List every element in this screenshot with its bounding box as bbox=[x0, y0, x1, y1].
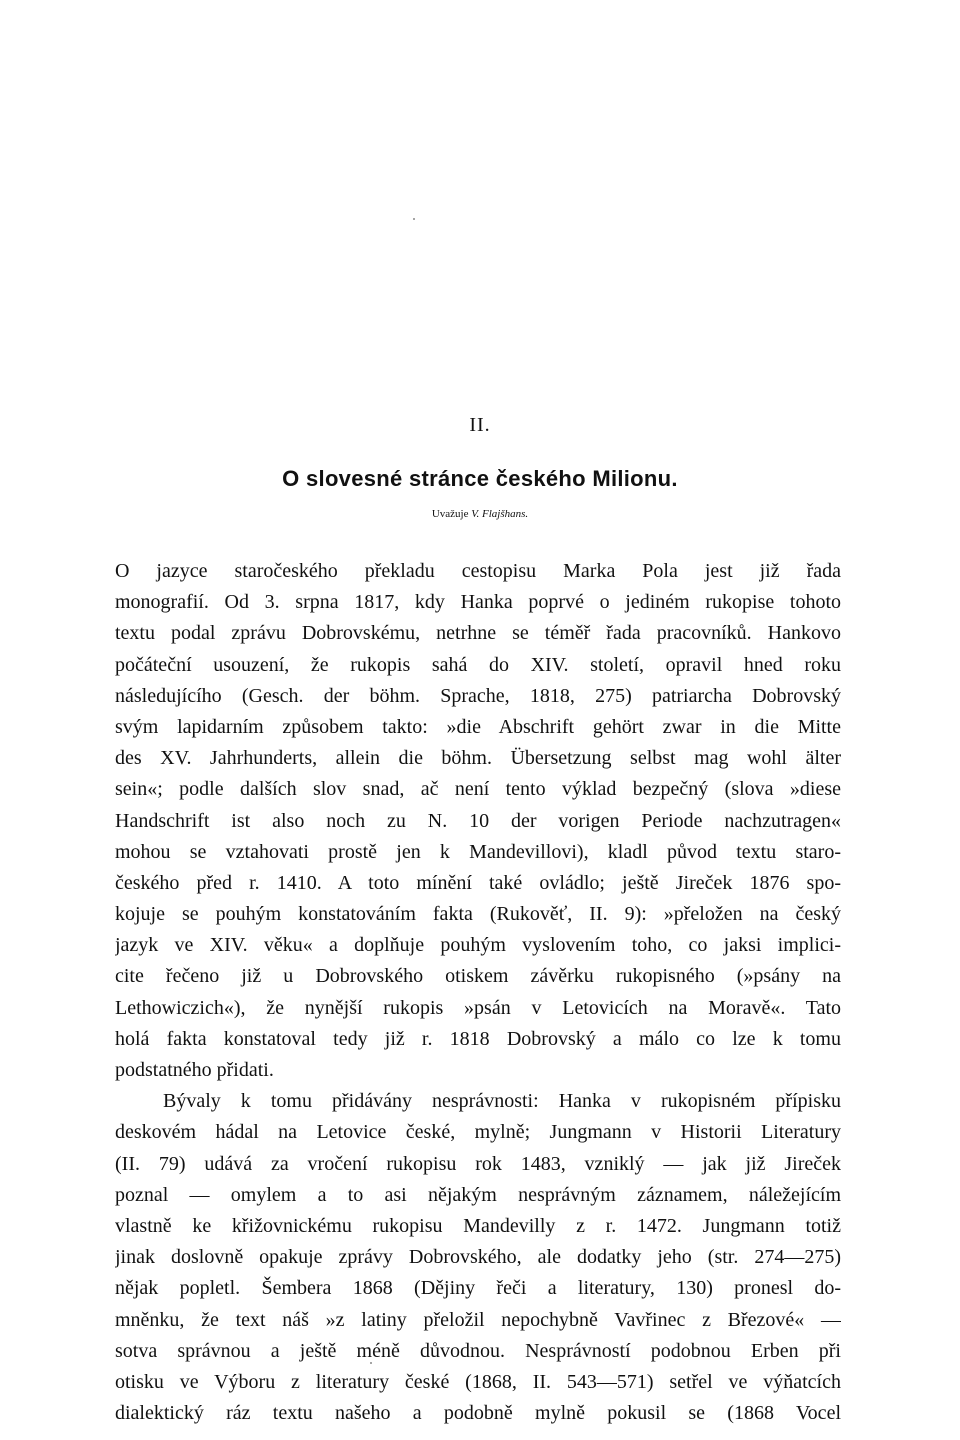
text-line: sein«; podle dalších slov snad, ač není tento výklad bezpečný (slova »diese bbox=[115, 778, 841, 801]
byline-author: V. Flajšhans. bbox=[471, 508, 529, 520]
chapter-number: II. bbox=[469, 414, 491, 436]
text-line: následujícího (Gesch. der böhm. Sprache, 1818, 275) patriarcha Dobrovský bbox=[115, 684, 841, 707]
text-line: deskovém hádal na Letovice české, mylně; Jungmann v Historii Literatury bbox=[115, 1121, 841, 1144]
text-line: poznal — omylem a to asi nějakým nesprávným záznamem, náležejícím bbox=[115, 1183, 841, 1206]
text-line: jazyk ve XIV. věku« a doplňuje pouhým vyslovením toho, co jaksi implici- bbox=[115, 934, 841, 957]
text-line: textu podal zprávu Dobrovskému, netrhne se téměř řada pracovníků. Hankovo bbox=[115, 622, 841, 645]
text-line: počáteční usouzení, že rukopis sahá do XIV. století, opravil hned roku bbox=[115, 653, 841, 676]
text-line: nějak popletl. Šembera 1868 (Dějiny řeči a literatury, 130) pronesl do- bbox=[115, 1277, 841, 1300]
text-line: dialektický ráz textu našeho a podobně mylně pokusil se (1868 Vocel bbox=[115, 1402, 841, 1425]
text-line: otisku ve Výboru z literatury české (1868, II. 543—571) setřel ve výňatcích bbox=[115, 1370, 841, 1393]
paragraph bbox=[115, 556, 841, 1086]
text-line: Handschrift ist also noch zu N. 10 der vorigen Periode nachzutragen« bbox=[115, 809, 841, 832]
text-line: holá fakta konstatoval tedy již r. 1818 Dobrovský a málo co lze k tomu bbox=[115, 1027, 841, 1050]
text-line: českého před r. 1410. A toto mínění také ovládlo; ještě Jireček 1876 spo- bbox=[115, 871, 841, 894]
text-line: vlastně ke křižovnickému rukopisu Mandevilly z r. 1472. Jungmann totiž bbox=[115, 1214, 841, 1237]
text-line: monografií. Od 3. srpna 1817, kdy Hanka poprvé o jediném rukopise tohoto bbox=[115, 591, 841, 614]
article-title: O slovesné stránce českého Milionu. bbox=[282, 466, 678, 491]
scan-speck bbox=[413, 218, 415, 220]
text-line: podstatného přidati. bbox=[115, 1059, 274, 1081]
byline bbox=[0, 508, 960, 520]
paragraph bbox=[115, 1086, 841, 1429]
text-line: mněnku, že text náš »z latiny přeložil nepochybně Vavřinec z Březové« — bbox=[115, 1308, 841, 1331]
scan-speck bbox=[370, 1362, 372, 1364]
text-line: sotva správnou a ještě méně důvodnou. Nesprávností podobnou Erben při bbox=[115, 1339, 841, 1362]
text-line: kojuje se pouhým konstatováním fakta (Rukověť, II. 9): »přeložen na český bbox=[115, 903, 841, 926]
text-line: cite řečeno již u Dobrovského otiskem závěrku rukopisného (»psány na bbox=[115, 965, 841, 988]
text-line: svým lapidarním způsobem takto: »die Abschrift gehört zwar in die Mitte bbox=[115, 715, 841, 738]
text-line: des XV. Jahrhunderts, allein die böhm. Übersetzung selbst mag wohl älter bbox=[115, 747, 841, 770]
body-text bbox=[115, 556, 841, 1429]
text-line: O jazyce staročeského překladu cestopisu Marka Pola jest již řada bbox=[115, 560, 841, 582]
text-line: Bývaly k tomu přidávány nesprávnosti: Hanka v rukopisném přípisku bbox=[163, 1090, 841, 1113]
text-line: mohou se vztahovati prostě jen k Mandevillovi), kladl původ textu staro- bbox=[115, 840, 841, 863]
text-line: Lethowiczich«), že nynější rukopis »psán v Letovicích na Moravě«. Tato bbox=[115, 996, 841, 1019]
byline-prefix: Uvažuje bbox=[431, 508, 469, 520]
text-line: (II. 79) udává za vročení rukopisu rok 1483, vzniklý — jak již Jireček bbox=[115, 1152, 841, 1175]
text-line: jinak doslovně opakuje zprávy Dobrovského, ale dodatky jeho (str. 274—275) bbox=[115, 1246, 841, 1269]
